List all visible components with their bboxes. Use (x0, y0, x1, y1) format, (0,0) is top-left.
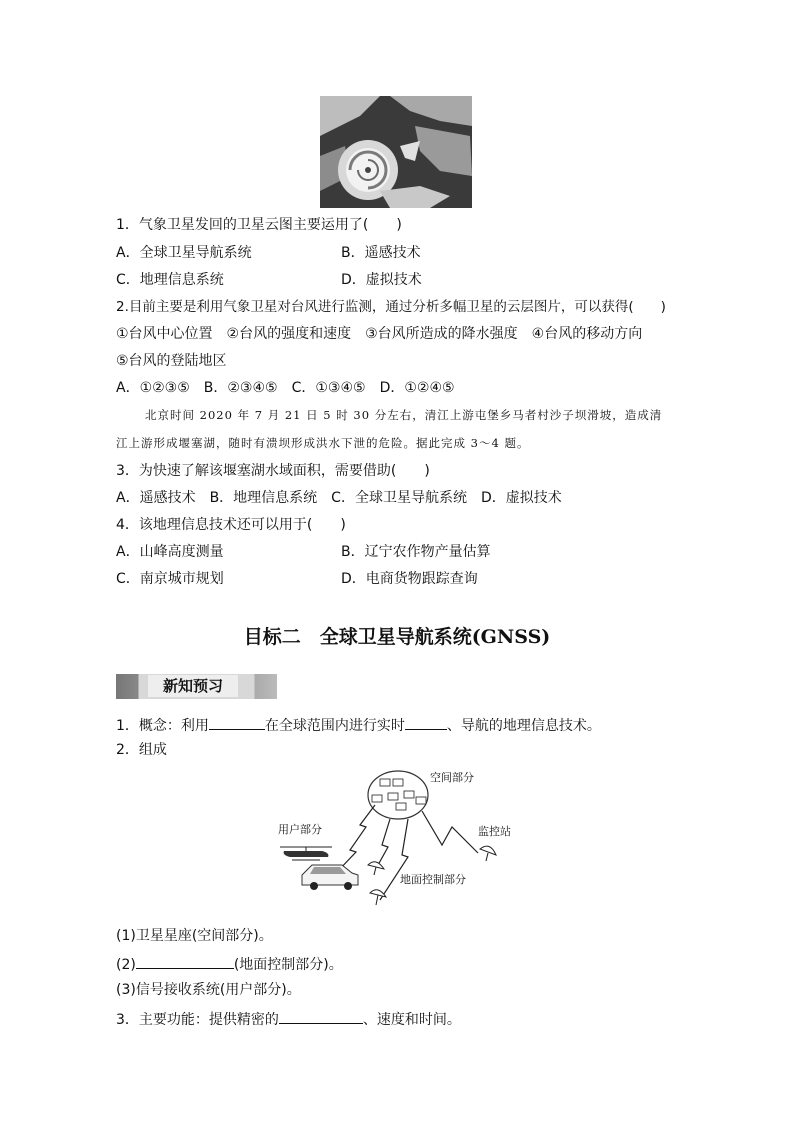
q2-options: A．①②③⑤ B．②③④⑤ C．①③④⑤ D．①②④⑤ (116, 380, 455, 396)
q4-option-d: D．电商货物跟踪查询 (341, 571, 478, 587)
q2-items-line1: ①台风中心位置 ②台风的强度和速度 ③台风所造成的降水强度 ④台风的移动方向 (116, 326, 643, 342)
q2-items-line2: ⑤台风的登陆地区 (116, 353, 227, 369)
passage-line1: 北京时间 2020 年 7 月 21 日 5 时 30 分左右，清江上游屯堡乡马者村沙子坝滑坡，造成清 (145, 408, 663, 422)
label-ground: 地面控制部分 (400, 873, 466, 886)
signal-to-monitor (422, 811, 478, 853)
concept-blank-1 (209, 714, 265, 730)
function-suffix: 、速度和时间。 (362, 1012, 461, 1028)
signal-to-user (336, 805, 375, 873)
label-space: 空间部分 (430, 771, 474, 784)
concept-suffix: 、导航的地理信息技术。 (446, 718, 601, 734)
section-tag-label: 新知预习 (148, 675, 238, 697)
composition-item-2-suffix: (地面控制部分)。 (233, 957, 343, 973)
concept-prefix: 1．概念：利用 (116, 718, 209, 734)
function-line (116, 1008, 461, 1030)
helicopter-icon (280, 847, 332, 860)
label-user: 用户部分 (278, 823, 322, 836)
concept-blank-2 (405, 714, 447, 730)
q4-option-b: B．辽宁农作物产量估算 (341, 544, 491, 560)
q4-stem: 4．该地理信息技术还可以用于( ) (116, 517, 346, 533)
signal-to-ground-2 (380, 819, 408, 900)
q1-option-b: B．遥感技术 (341, 245, 421, 261)
composition-item-3: (3)信号接收系统(用户部分)。 (116, 982, 301, 998)
composition-blank (136, 953, 234, 969)
composition-item-1: (1)卫星星座(空间部分)。 (116, 928, 273, 944)
passage-line2: 江上游形成堰塞湖，随时有溃坝形成洪水下泄的危险。据此完成 3～4 题。 (116, 436, 530, 450)
q3-stem: 3．为快速了解该堰塞湖水域面积，需要借助( ) (116, 463, 430, 479)
signal-to-ground-1 (378, 819, 390, 865)
typhoon-satellite-image (320, 96, 472, 208)
q1-option-c: C．地理信息系统 (116, 272, 224, 288)
q3-options: A．遥感技术 B．地理信息系统 C．全球卫星导航系统 D．虚拟技术 (116, 490, 562, 506)
gnss-composition-diagram (270, 765, 530, 915)
composition-item-2 (116, 953, 343, 975)
concept-line (116, 714, 601, 736)
car-icon (302, 865, 358, 890)
function-blank (279, 1008, 363, 1024)
q1-stem: 1．气象卫星发回的卫星云图主要运用了( ) (116, 217, 402, 233)
q1-option-d: D．虚拟技术 (341, 272, 422, 288)
q2-stem: 2.目前主要是利用气象卫星对台风进行监测，通过分析多幅卫星的云层图片，可以获得( ) (116, 299, 666, 315)
function-prefix: 3．主要功能：提供精密的 (116, 1012, 279, 1028)
q4-option-a: A．山峰高度测量 (116, 544, 224, 560)
composition-heading: 2．组成 (116, 742, 167, 758)
section-title: 目标二 全球卫星导航系统(GNSS) (243, 626, 551, 648)
satellite-icons (372, 779, 426, 810)
concept-middle: 在全球范围内进行实时 (264, 718, 405, 734)
label-monitor: 监控站 (478, 825, 511, 838)
composition-item-2-prefix: (2) (116, 957, 136, 973)
q4-option-c: C．南京城市规划 (116, 571, 224, 587)
q1-option-a: A．全球卫星导航系统 (116, 245, 252, 261)
